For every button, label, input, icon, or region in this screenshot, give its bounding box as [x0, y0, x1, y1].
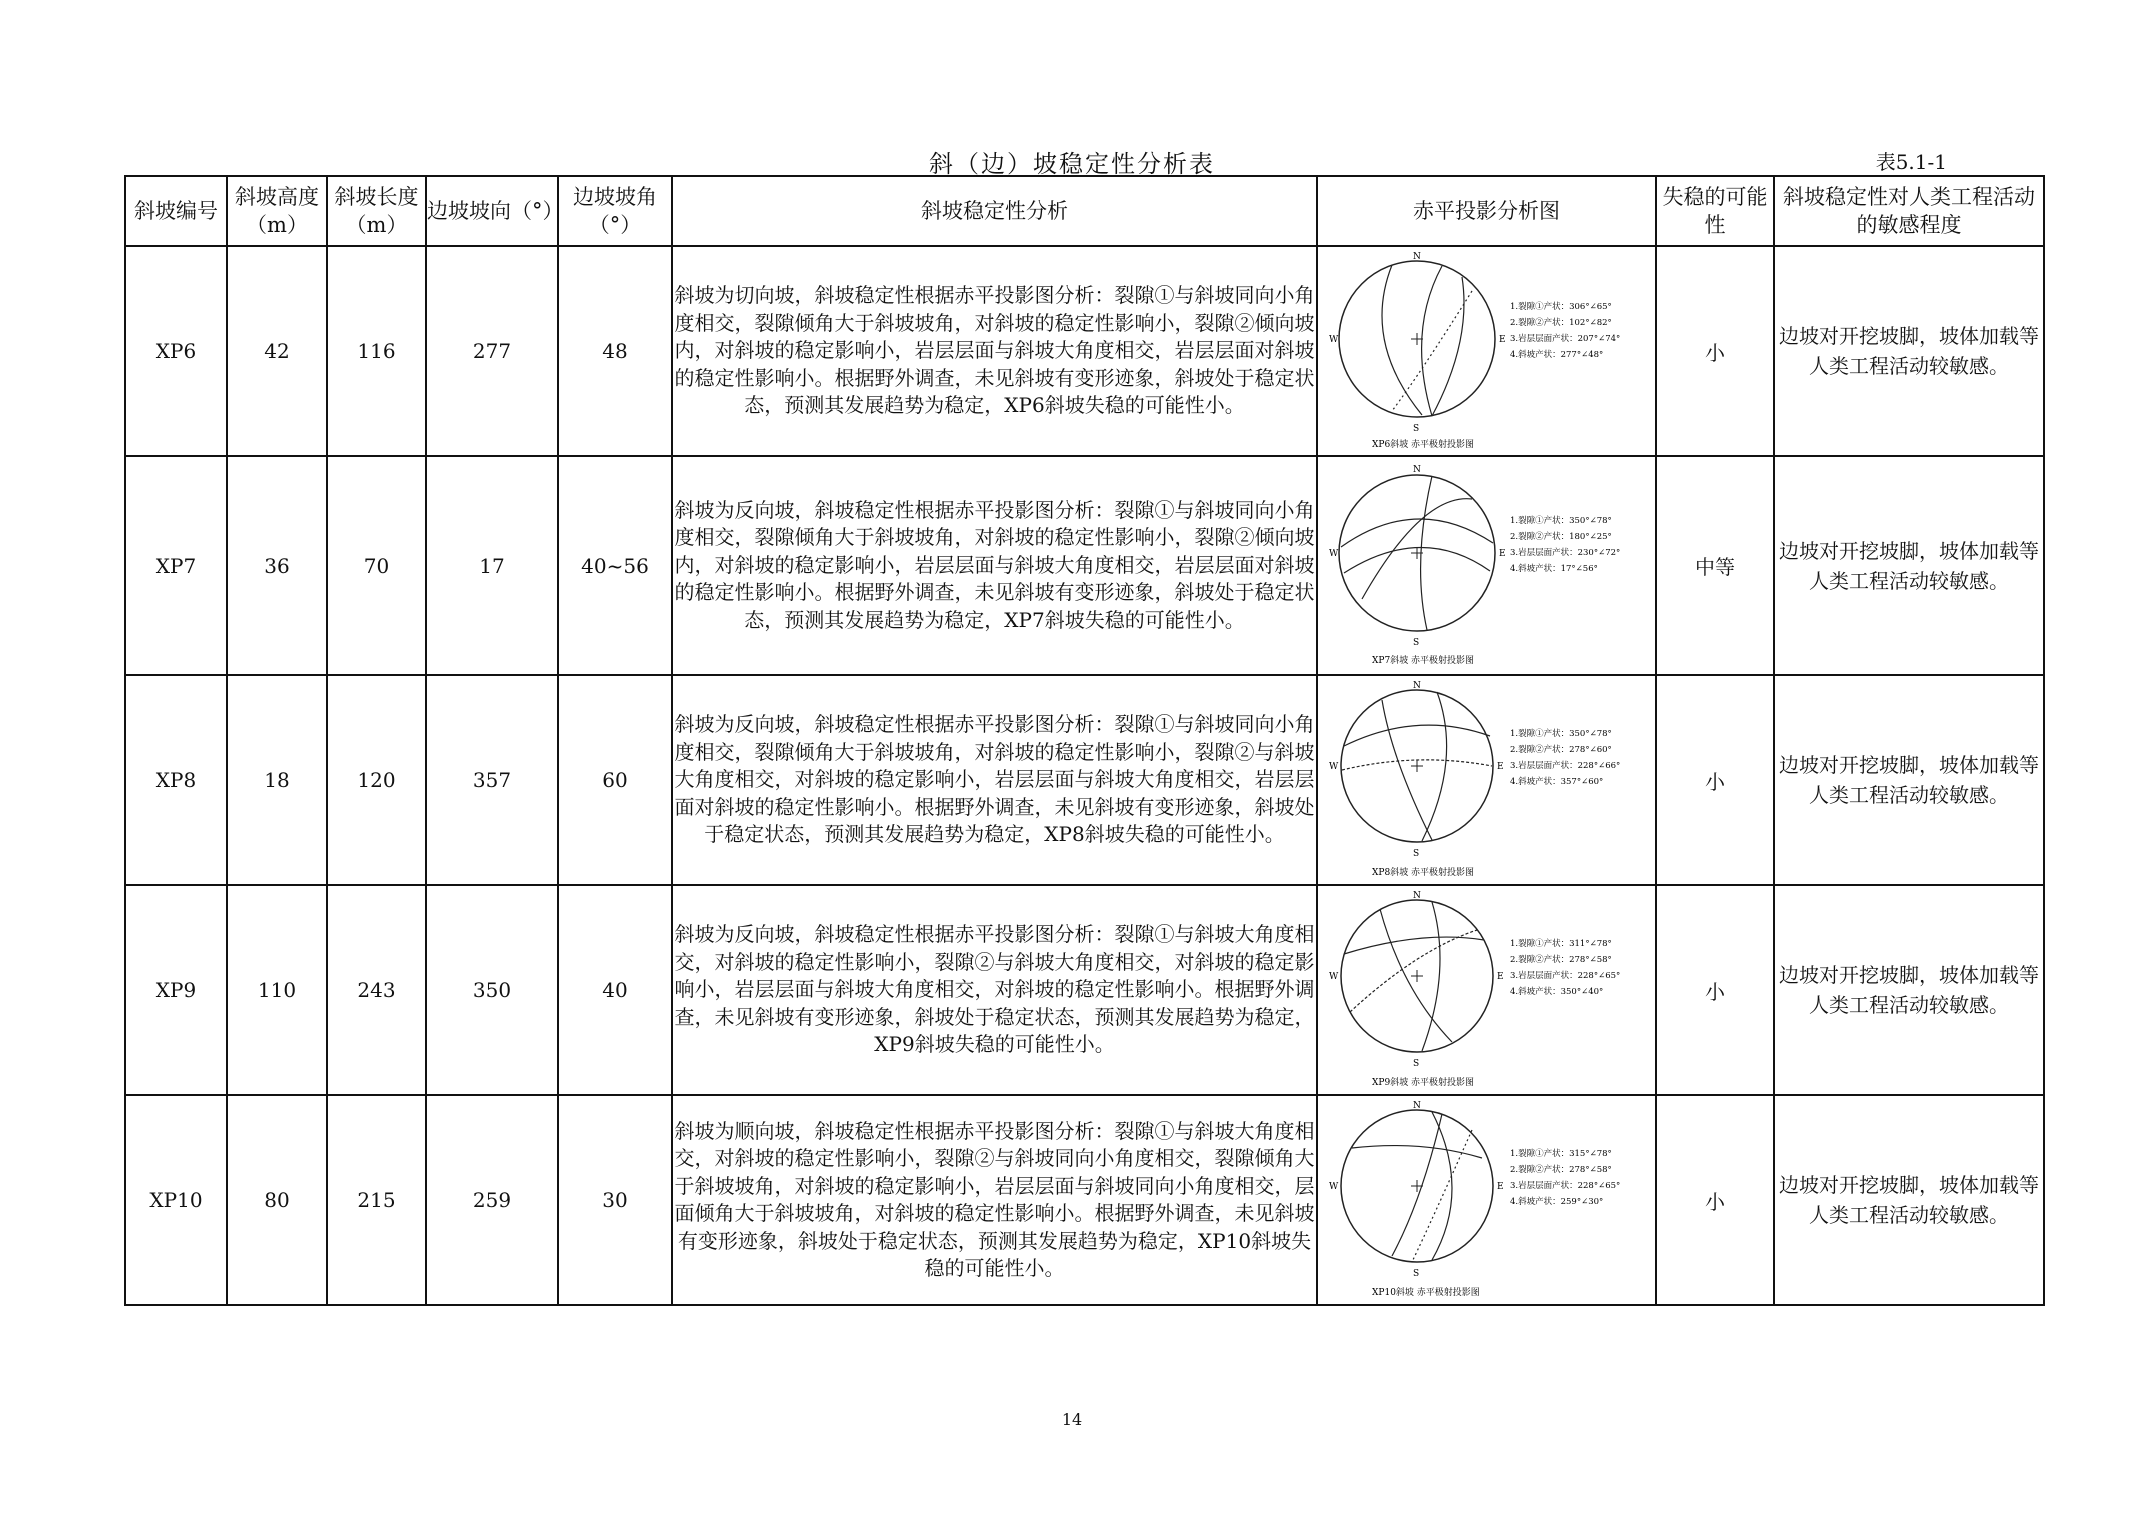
- north-label: N: [1412, 1101, 1421, 1111]
- stereonet-xp10: [1322, 1100, 1652, 1300]
- plane-joint-1: [1344, 725, 1490, 746]
- legend-item: 4.斜坡产状：357°∠60°: [1509, 777, 1603, 787]
- south-label: S: [1412, 849, 1419, 859]
- header-analysis: 斜坡稳定性分析: [672, 176, 1317, 246]
- east-label: E: [1496, 762, 1504, 772]
- legend-item: 1.裂隙①产状：350°∠78°: [1509, 516, 1612, 526]
- slope-direction: 277: [426, 246, 558, 456]
- table-row: [125, 885, 2044, 1095]
- legend-item: 3.岩层层面产状：228°∠65°: [1509, 1181, 1620, 1191]
- table-row: [125, 456, 2044, 675]
- projection-figure: [1317, 1095, 1656, 1305]
- table-row: [125, 1095, 2044, 1305]
- slope-height: 42: [227, 246, 327, 456]
- analysis-text: 斜坡为反向坡，斜坡稳定性根据赤平投影图分析：裂隙①与斜坡大角度相交，对斜坡的稳定性影响小，裂隙②与斜坡大角度相交，对斜坡的稳定影响小，岩层层面与斜坡大角度相交，对斜坡的稳定性影响小。根据野外调查，未见斜坡有变形迹象，斜坡处于稳定状态，预测其发展趋势为稳定，XP9斜坡失稳的可能性小。: [674, 922, 1315, 1057]
- plane-slope: [1422, 902, 1440, 1051]
- slope-id: XP7: [125, 456, 227, 675]
- plane-joint-1: [1352, 1146, 1482, 1158]
- header-id: 斜坡编号: [125, 176, 227, 246]
- slope-length: 215: [327, 1095, 426, 1305]
- slope-angle: 40~56: [558, 456, 672, 675]
- plane-joint-1: [1382, 265, 1422, 415]
- slope-direction: 17: [426, 456, 558, 675]
- east-label: E: [1496, 972, 1504, 982]
- west-label: W: [1328, 972, 1338, 982]
- slope-angle: 30: [558, 1095, 672, 1305]
- slope-id: XP6: [125, 246, 227, 456]
- plane-joint-2: [1432, 1112, 1452, 1260]
- slope-angle: 60: [558, 675, 672, 885]
- legend-item: 3.岩层层面产状：207°∠74°: [1509, 334, 1620, 344]
- sensitivity-text: 边坡对开挖坡脚，坡体加载等人类工程活动较敏感。: [1774, 885, 2044, 1095]
- slope-length: 243: [327, 885, 426, 1095]
- east-label: E: [1496, 1182, 1504, 1192]
- east-label: E: [1498, 335, 1506, 345]
- slope-length: 120: [327, 675, 426, 885]
- north-label: N: [1412, 465, 1421, 475]
- stereonet-xp7: [1322, 463, 1652, 668]
- figure-caption: XP6斜坡 赤平极射投影图: [1371, 440, 1474, 450]
- table-title: 斜（边）坡稳定性分析表: [929, 150, 1215, 178]
- slope-height: 18: [227, 675, 327, 885]
- table-row: [125, 246, 2044, 456]
- slope-id: XP10: [125, 1095, 227, 1305]
- stability-analysis: [672, 246, 1317, 456]
- analysis-text: 斜坡为反向坡，斜坡稳定性根据赤平投影图分析：裂隙①与斜坡同向小角度相交，裂隙倾角大于斜坡坡角，对斜坡的稳定性影响小，裂隙②倾向坡内，对斜坡的稳定影响小，岩层层面与斜坡大角度相交，岩层层面对斜坡的稳定性影响小。根据野外调查，未见斜坡有变形迹象，斜坡处于稳定状态，预测其发展趋势为稳定，XP7斜坡失稳的可能性小。: [674, 497, 1315, 632]
- legend-item: 3.岩层层面产状：230°∠72°: [1509, 548, 1620, 558]
- instability-value: 中等: [1656, 456, 1774, 675]
- sensitivity-text: 边坡对开挖坡脚，坡体加载等人类工程活动较敏感。: [1774, 456, 2044, 675]
- west-label: W: [1328, 335, 1338, 345]
- projection-figure: [1317, 885, 1656, 1095]
- slope-angle: 40: [558, 885, 672, 1095]
- sensitivity-text: 边坡对开挖坡脚，坡体加载等人类工程活动较敏感。: [1774, 246, 2044, 456]
- legend-item: 3.岩层层面产状：228°∠66°: [1509, 761, 1620, 771]
- analysis-text: 斜坡为切向坡，斜坡稳定性根据赤平投影图分析：裂隙①与斜坡同向小角度相交，裂隙倾角大于斜坡坡角，对斜坡的稳定性影响小，裂隙②倾向坡内，对斜坡的稳定影响小，岩层层面与斜坡大角度相交，岩层层面对斜坡的稳定性影响小。根据野外调查，未见斜坡有变形迹象，斜坡处于稳定状态，预测其发展趋势为稳定，XP6斜坡失稳的可能性小。: [674, 283, 1315, 418]
- south-label: S: [1412, 1059, 1419, 1069]
- figure-caption: XP7斜坡 赤平极射投影图: [1371, 656, 1474, 666]
- figure-caption: XP8斜坡 赤平极射投影图: [1371, 868, 1474, 878]
- slope-height: 110: [227, 885, 327, 1095]
- stability-analysis: [672, 675, 1317, 885]
- analysis-text: 斜坡为反向坡，斜坡稳定性根据赤平投影图分析：裂隙①与斜坡同向小角度相交，裂隙倾角大于斜坡坡角，对斜坡的稳定性影响小，裂隙②与斜坡大角度相交，对斜坡的稳定影响小，岩层层面与斜坡大角度相交，岩层层面对斜坡的稳定性影响小。根据野外调查，未见斜坡有变形迹象，斜坡处于稳定状态，预测其发展趋势为稳定，XP8斜坡失稳的可能性小。: [674, 712, 1315, 847]
- slope-height: 36: [227, 456, 327, 675]
- north-label: N: [1412, 891, 1421, 901]
- slope-stability-table: [124, 175, 2045, 1306]
- slope-angle: 48: [558, 246, 672, 456]
- slope-direction: 350: [426, 885, 558, 1095]
- page-number: 14: [1061, 1410, 1083, 1429]
- header-dip-direction: 边坡坡向（°）: [426, 176, 558, 246]
- plane-joint-1: [1344, 937, 1484, 954]
- slope-length: 70: [327, 456, 426, 675]
- plane-slope: [1422, 692, 1447, 841]
- sensitivity-text: 边坡对开挖坡脚，坡体加载等人类工程活动较敏感。: [1774, 1095, 2044, 1305]
- slope-id: XP8: [125, 675, 227, 885]
- projection-figure: [1317, 246, 1656, 456]
- legend-item: 2.裂隙②产状：278°∠60°: [1509, 745, 1612, 755]
- slope-direction: 357: [426, 675, 558, 885]
- slope-id: XP9: [125, 885, 227, 1095]
- sensitivity-text: 边坡对开挖坡脚，坡体加载等人类工程活动较敏感。: [1774, 675, 2044, 885]
- instability-value: 小: [1656, 675, 1774, 885]
- south-label: S: [1412, 1269, 1419, 1279]
- north-label: N: [1412, 681, 1421, 691]
- instability-value: 小: [1656, 246, 1774, 456]
- stereonet-xp8: [1322, 680, 1652, 880]
- legend-item: 4.斜坡产状：350°∠40°: [1509, 987, 1603, 997]
- legend-item: 2.裂隙②产状：278°∠58°: [1509, 955, 1612, 965]
- plane-joint-2: [1350, 930, 1477, 1012]
- stereonet-xp6: [1322, 251, 1652, 451]
- legend-item: 1.裂隙①产状：315°∠78°: [1509, 1149, 1612, 1159]
- legend-item: 2.裂隙②产状：102°∠82°: [1509, 318, 1612, 328]
- stability-analysis: [672, 456, 1317, 675]
- header-row: [125, 176, 2044, 246]
- legend-item: 4.斜坡产状：277°∠48°: [1509, 350, 1603, 360]
- table-row: [125, 675, 2044, 885]
- legend-item: 4.斜坡产状：259°∠30°: [1509, 1197, 1603, 1207]
- legend-item: 2.裂隙②产状：278°∠58°: [1509, 1165, 1612, 1175]
- stereonet-xp9: [1322, 890, 1652, 1090]
- legend-item: 1.裂隙①产状：311°∠78°: [1509, 939, 1612, 949]
- west-label: W: [1328, 549, 1338, 559]
- north-label: N: [1412, 252, 1421, 262]
- plane-bedding: [1382, 700, 1432, 840]
- header-dip-angle: 边坡坡角（°）: [558, 176, 672, 246]
- legend-item: 1.裂隙①产状：350°∠78°: [1509, 729, 1612, 739]
- projection-figure: [1317, 675, 1656, 885]
- legend-item: 2.裂隙②产状：180°∠25°: [1509, 532, 1612, 542]
- stability-analysis: [672, 1095, 1317, 1305]
- slope-direction: 259: [426, 1095, 558, 1305]
- east-label: E: [1498, 549, 1506, 559]
- slope-length: 116: [327, 246, 426, 456]
- header-sensitivity: 斜坡稳定性对人类工程活动的敏感程度: [1774, 176, 2044, 246]
- legend-item: 1.裂隙①产状：306°∠65°: [1509, 302, 1612, 312]
- south-label: S: [1412, 638, 1419, 648]
- plane-joint-2: [1421, 266, 1441, 416]
- table-number: 表5.1-1: [1875, 150, 1947, 174]
- header-instability: 失稳的可能性: [1656, 176, 1774, 246]
- legend-item: 3.岩层层面产状：228°∠65°: [1509, 971, 1620, 981]
- instability-value: 小: [1656, 885, 1774, 1095]
- projection-figure: [1317, 456, 1656, 675]
- legend-item: 4.斜坡产状：17°∠56°: [1509, 564, 1598, 574]
- plane-slope: [1412, 1130, 1472, 1262]
- west-label: W: [1328, 762, 1338, 772]
- south-label: S: [1412, 424, 1419, 434]
- analysis-text: 斜坡为顺向坡，斜坡稳定性根据赤平投影图分析：裂隙①与斜坡大角度相交，对斜坡的稳定性影响小，裂隙②与斜坡同向小角度相交，裂隙倾角大于斜坡坡角，对斜坡的稳定影响小，岩层层面与斜坡同向小角度相交，层面倾角大于斜坡坡角，对斜坡的稳定性影响小。根据野外调查，未见斜坡有变形迹象，斜坡处于稳定状态，预测其发展趋势为稳定，XP10斜坡失稳的可能性小。: [674, 1118, 1315, 1280]
- figure-caption: XP9斜坡 赤平极射投影图: [1371, 1078, 1474, 1088]
- stability-analysis: [672, 885, 1317, 1095]
- plane-slope: [1392, 291, 1472, 411]
- instability-value: 小: [1656, 1095, 1774, 1305]
- header-projection: 赤平投影分析图: [1317, 176, 1656, 246]
- west-label: W: [1328, 1182, 1338, 1192]
- figure-caption: XP10斜坡 赤平极射投影图: [1371, 1288, 1480, 1298]
- header-height: 斜坡高度（m）: [227, 176, 327, 246]
- slope-height: 80: [227, 1095, 327, 1305]
- header-length: 斜坡长度（m）: [327, 176, 426, 246]
